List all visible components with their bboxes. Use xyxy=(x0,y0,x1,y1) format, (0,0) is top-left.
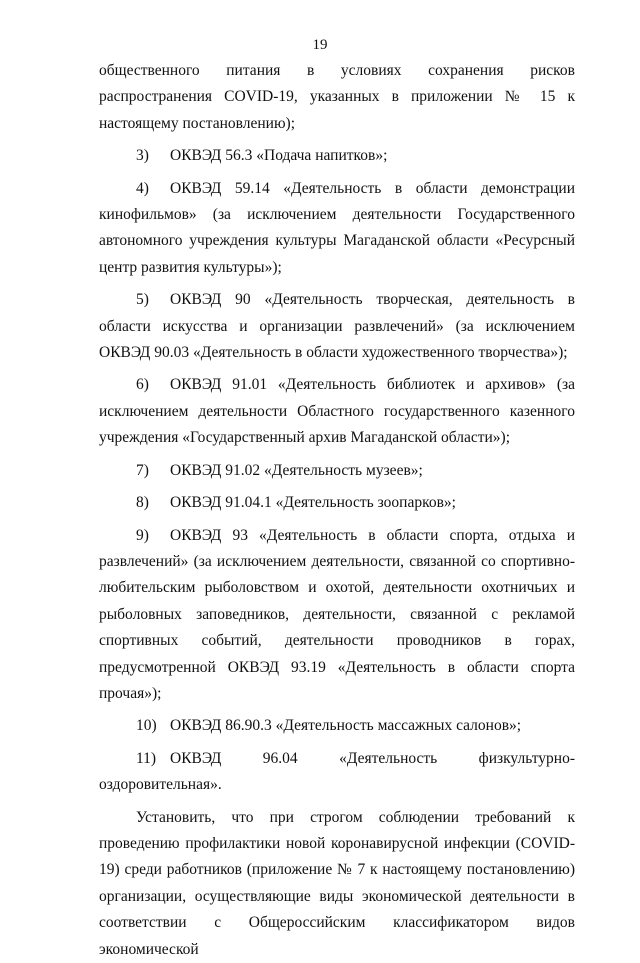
list-item-text: ОКВЭД 90 «Деятельность творческая, деятельность в области искусства и организации развлечений» (за исключением ОКВЭД 90.03 «Деятельность в области художественного творчества»); xyxy=(99,291,575,362)
list-item-text: ОКВЭД 91.01 «Деятельность библиотек и архивов» (за исключением деятельности Областного государственного казенного учреждения «Государственный архив Магаданской области»); xyxy=(99,376,575,447)
list-item-text: ОКВЭД 91.04.1 «Деятельность зоопарков»; xyxy=(170,494,456,512)
list-item-5 xyxy=(99,287,575,366)
continuation-paragraph: общественного питания в условиях сохранения рисков распространения COVID-19, указанных в приложении № 15 к настоящему постановлению); xyxy=(99,62,575,132)
list-item-text: ОКВЭД 86.90.3 «Деятельность массажных салонов»; xyxy=(170,717,522,735)
list-item-number: 9) xyxy=(136,526,149,544)
list-item-number: 8) xyxy=(136,494,149,512)
list-item-11 xyxy=(99,746,575,799)
list-item-3 xyxy=(99,143,575,169)
closing-paragraph: Установить, что при строгом соблюдении требований к проведению профилактики новой коронавирусной инфекции (COVID-19) среди работников (приложение № 7 к настоящему постановлению) организации, осуществляющие виды экономической деятельности в соответствии с Общероссийским классификатором видов экономической xyxy=(99,808,575,958)
list-item-8 xyxy=(99,490,575,516)
list-item-number: 4) xyxy=(136,179,149,197)
list-item-10 xyxy=(99,713,575,739)
list-item-number: 7) xyxy=(136,461,149,479)
list-item-number: 5) xyxy=(136,291,149,309)
list-item-text: ОКВЭД 93 «Деятельность в области спорта, отдыха и развлечений» (за исключением деятельности, связанной со спортивно-любительским рыболовством и охотой, деятельности охотничьих и рыболовных заповедников, деятельности, связанной с рекламой спортивных событий, деятельности проводников в горах, предусмотренной ОКВЭД 93.19 «Деятельность в области спорта прочая»); xyxy=(99,526,575,702)
list-item-7 xyxy=(99,458,575,484)
list-item-6 xyxy=(99,372,575,451)
list-item-text: ОКВЭД 96.04 «Деятельность физкультурно-оздоровительная». xyxy=(99,749,575,794)
document-body xyxy=(99,58,575,963)
list-item-number: 11) xyxy=(136,749,157,767)
list-item-number: 6) xyxy=(136,376,149,394)
list-item-4 xyxy=(99,176,575,282)
list-item-number: 10) xyxy=(136,717,157,735)
list-item-text: ОКВЭД 91.02 «Деятельность музеев»; xyxy=(170,461,423,479)
list-item-9 xyxy=(99,523,575,708)
list-item-number: 3) xyxy=(136,147,149,165)
list-item-text: ОКВЭД 59.14 «Деятельность в области демонстрации кинофильмов» (за исключением деятельности Государственного автономного учреждения культуры Магаданской области «Ресурсный центр развития культуры»); xyxy=(99,179,575,276)
list-item-text: ОКВЭД 56.3 «Подача напитков»; xyxy=(170,147,388,165)
page-number: 19 xyxy=(312,37,328,53)
